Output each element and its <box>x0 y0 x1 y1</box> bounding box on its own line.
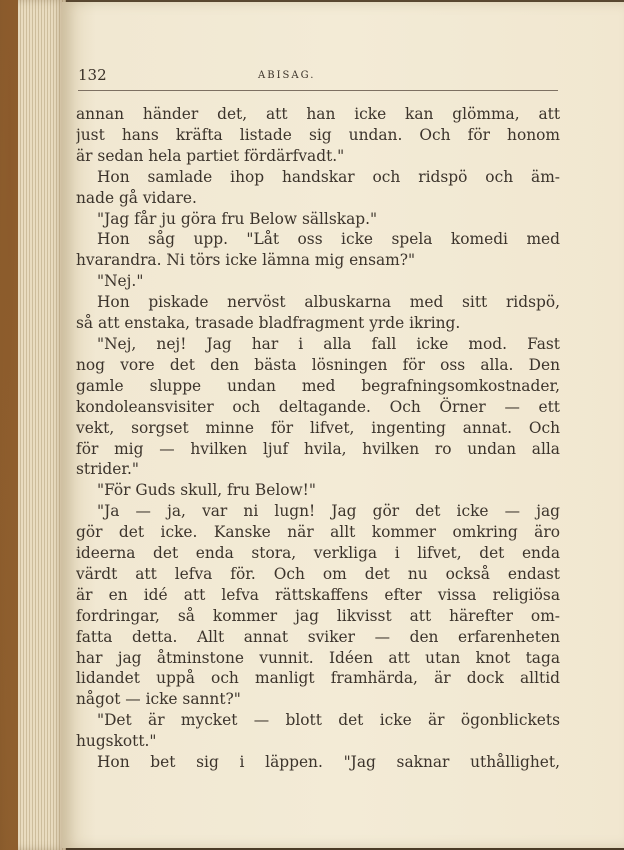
text-line: ideerna det enda stora, verkliga i lifvet, det enda <box>76 544 560 563</box>
text-line: Hon bet sig i läppen. "Jag saknar uthållighet, <box>97 753 560 772</box>
text-line: "Jag får ju göra fru Below sällskap." <box>97 209 378 228</box>
text-line: "För Guds skull, fru Below!" <box>97 481 316 500</box>
page-number: 132 <box>78 66 107 84</box>
text-line: är sedan hela partiet fördärfvadt." <box>76 146 345 165</box>
text-line: nade gå vidare. <box>76 188 197 207</box>
text-line: just hans kräfta listade sig undan. Och för honom <box>76 125 560 144</box>
page-edges <box>18 0 66 850</box>
text-line: har jag åtminstone vunnit. Idéen att utan knot taga <box>76 648 560 667</box>
text-line: "Ja — ja, var ni lugn! Jag gör det icke — jag <box>97 502 560 521</box>
text-line: "Det är mycket — blott det icke är ögonblickets <box>97 711 560 730</box>
body-text <box>76 104 560 773</box>
text-line: Hon såg upp. "Låt oss icke spela komedi med <box>97 230 560 249</box>
text-line: lidandet uppå och manligt framhärda, är dock alltid <box>76 669 560 688</box>
text-line: "Nej." <box>97 272 144 291</box>
text-line: något — icke sannt?" <box>76 690 241 709</box>
text-line: Hon samlade ihop handskar och ridspö och äm- <box>97 167 560 186</box>
text-line: kondoleansvisiter och deltagande. Och Örner — ett <box>76 397 560 416</box>
text-line: vekt, sorgset minne för lifvet, ingenting annat. Och <box>76 418 560 437</box>
text-line: nog vore det den bästa lösningen för oss alla. Den <box>76 355 560 374</box>
text-line: är en idé att lefva rättskaffens efter vissa religiösa <box>76 585 560 604</box>
text-line: så att enstaka, trasade bladfragment yrde ikring. <box>76 314 461 333</box>
text-line: värdt att lefva för. Och om det nu också endast <box>76 564 560 583</box>
running-head <box>78 66 558 88</box>
text-line: Hon piskade nervöst albuskarna med sitt ridspö, <box>97 293 560 312</box>
text-line: strider." <box>76 460 139 479</box>
text-line: för mig — hvilken ljuf hvila, hvilken ro undan alla <box>76 439 560 458</box>
text-line: hvarandra. Ni törs icke lämna mig ensam?" <box>76 251 416 270</box>
header-rule <box>78 90 558 91</box>
running-title: ABISAG. <box>258 70 316 81</box>
text-line: gamle sluppe undan med begrafningsomkostnader, <box>76 376 560 395</box>
text-line: fordringar, så kommer jag likvisst att härefter om- <box>76 606 560 625</box>
text-line: fatta detta. Allt annat sviker — den erfarenheten <box>76 627 560 646</box>
text-line: annan händer det, att han icke kan glömma, att <box>76 105 560 123</box>
text-line: "Nej, nej! Jag har i alla fall icke mod. Fast <box>97 334 560 353</box>
text-line: gör det icke. Kanske när allt kommer omkring äro <box>76 523 560 542</box>
text-line: hugskott." <box>76 732 157 751</box>
